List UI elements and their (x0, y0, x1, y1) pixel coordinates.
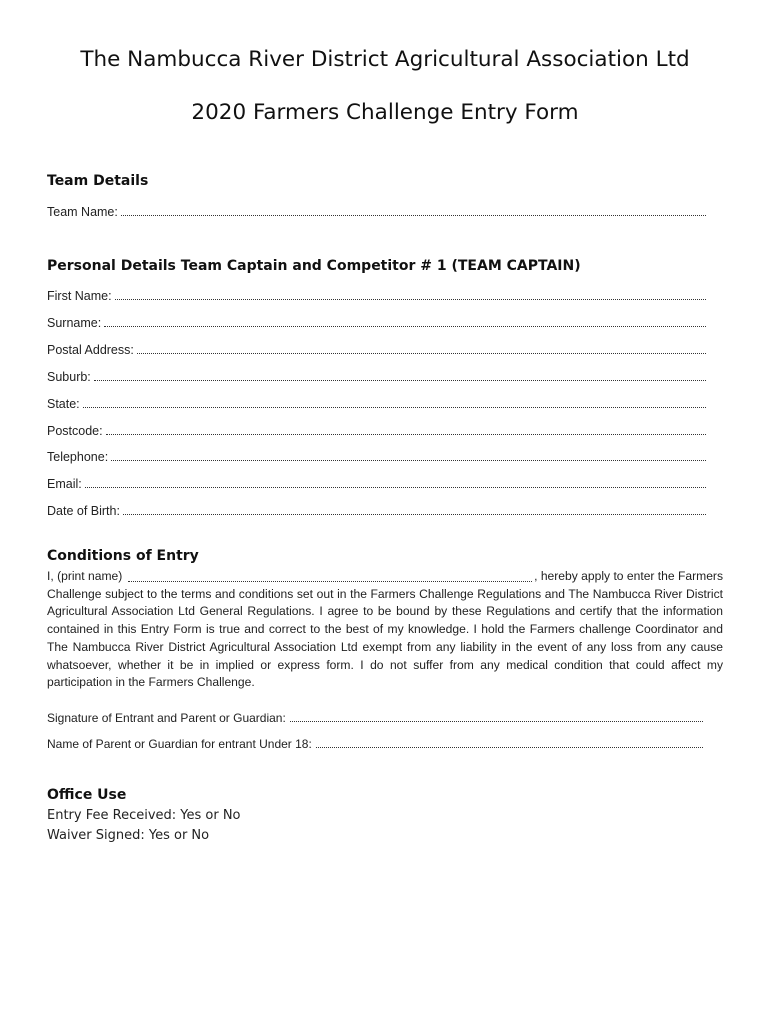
team-name-blank[interactable] (121, 215, 706, 216)
telephone-label: Telephone: (47, 450, 109, 464)
organization-title: The Nambucca River District Agricultural Association Ltd (80, 47, 690, 72)
print-name-suffix: , hereby apply to enter the Farmers (534, 569, 723, 583)
suburb-blank[interactable] (94, 380, 706, 381)
postcode-blank[interactable] (106, 434, 706, 435)
postal-address-blank[interactable] (137, 353, 706, 354)
date-of-birth-label: Date of Birth: (47, 504, 120, 518)
guardian-name-blank[interactable] (316, 747, 703, 748)
first-name-field[interactable] (47, 287, 706, 303)
postcode-field[interactable] (47, 422, 706, 438)
signature-blank[interactable] (290, 721, 703, 722)
surname-field[interactable] (47, 314, 706, 330)
telephone-field[interactable] (47, 448, 706, 464)
team-name-label: Team Name: (47, 205, 118, 219)
personal-details-heading: Personal Details Team Captain and Competitor # 1 (TEAM CAPTAIN) (47, 258, 581, 274)
state-label: State: (47, 397, 80, 411)
print-name-blank[interactable] (128, 581, 532, 582)
state-field[interactable] (47, 395, 706, 411)
entry-fee-received: Entry Fee Received: Yes or No (47, 808, 241, 823)
first-name-blank[interactable] (115, 299, 706, 300)
suburb-label: Suburb: (47, 370, 91, 384)
guardian-name-field[interactable] (47, 735, 703, 751)
email-label: Email: (47, 477, 82, 491)
team-name-field[interactable] (47, 203, 706, 219)
office-use-heading: Office Use (47, 787, 127, 803)
print-name-prefix: I, (print name) (47, 569, 123, 583)
guardian-name-label: Name of Parent or Guardian for entrant Under 18: (47, 737, 312, 751)
print-name-line[interactable] (47, 568, 723, 586)
signature-label: Signature of Entrant and Parent or Guardian: (47, 711, 286, 725)
date-of-birth-blank[interactable] (123, 514, 706, 515)
postcode-label: Postcode: (47, 424, 103, 438)
date-of-birth-field[interactable] (47, 502, 706, 518)
conditions-text (47, 568, 723, 692)
surname-label: Surname: (47, 316, 102, 330)
first-name-label: First Name: (47, 289, 112, 303)
postal-address-field[interactable] (47, 341, 706, 357)
conditions-heading: Conditions of Entry (47, 548, 199, 564)
conditions-body: Challenge subject to the terms and conditions set out in the Farmers Challenge Regulations and The Nambucca River District Agricultural Association Ltd General Regulations. I agree to be bound by these Regulations and certify that the information contained in this Entry Form is true and correct to the best of my knowledge. I hold the Farmers challenge Coordinator and The Nambucca River District Agricultural Association Ltd exempt from any liability in the event of any loss from any cause whatsoever, whether it be in implied or express form. I do not suffer from any medical condition that could affect my participation in the Farmers Challenge. (47, 586, 723, 690)
waiver-signed: Waiver Signed: Yes or No (47, 828, 210, 843)
surname-blank[interactable] (104, 326, 706, 327)
email-blank[interactable] (85, 487, 706, 488)
team-details-heading: Team Details (47, 173, 149, 189)
postal-address-label: Postal Address: (47, 343, 134, 357)
telephone-blank[interactable] (111, 460, 706, 461)
email-field[interactable] (47, 475, 706, 491)
form-title: 2020 Farmers Challenge Entry Form (191, 100, 579, 125)
state-blank[interactable] (83, 407, 706, 408)
suburb-field[interactable] (47, 368, 706, 384)
signature-field[interactable] (47, 709, 703, 725)
